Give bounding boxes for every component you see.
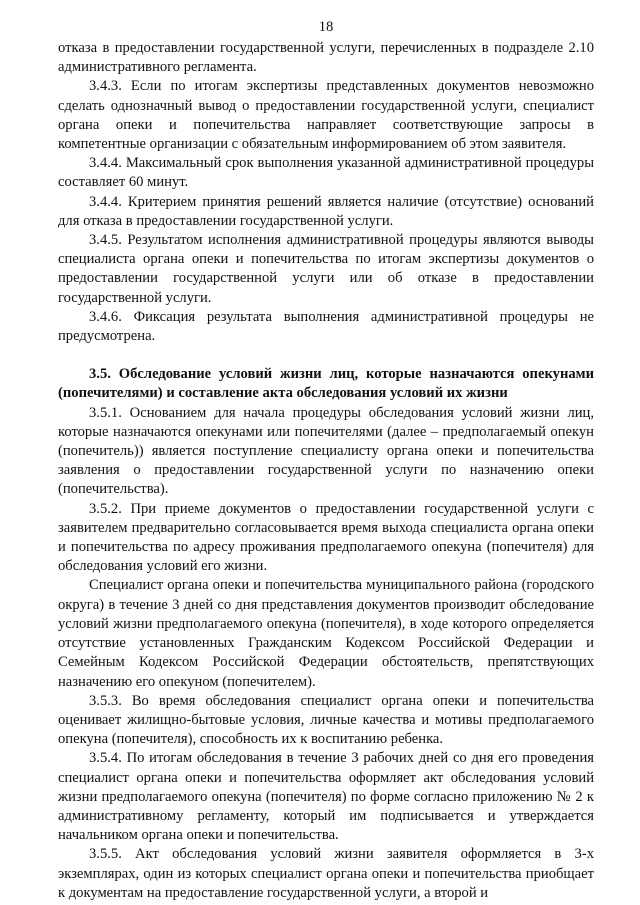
paragraph-continuation: отказа в предоставлении государственной услуги, перечисленных в подразделе 2.10 административного регламента. <box>58 40 594 76</box>
paragraph-3-5-1: 3.5.1. Основанием для начала процедуры обследования условий жизни лиц, которые назначаются опекунами или попечителями (далее – предполагаемый опекун (попечитель)) является поступление специалисту органа опеки и попечительства заявления о предоставлении государственной услуги по назначению опеки (попечительства). <box>58 404 594 498</box>
paragraph-3-5-4: 3.5.4. По итогам обследования в течение 3 рабочих дней со дня его проведения специалист органа опеки и попечительства оформляет акт обследования условий жизни предполагаемого опекуна (попечителя) по форме согласно приложению № 2 к административному регламенту, который им подписывается и утверждается начальником органа опеки и попечительства. <box>58 750 594 844</box>
paragraph-3-5-5: 3.5.5. Акт обследования условий жизни заявителя оформляется в 3-х экземплярах, один из которых специалист органа опеки и попечительства приобщает к документам на предоставление государственной услуги, а второй и <box>58 846 594 901</box>
paragraph-3-4-3: 3.4.3. Если по итогам экспертизы представленных документов невозможно сделать однозначный вывод о предоставлении государственной услуги, специалист органа опеки и попечительства направляет соответствующие запросы в компетентные организации с обязательным информированием об этом заявителя. <box>58 78 594 153</box>
paragraph-3-4-5: 3.4.5. Результатом исполнения административной процедуры являются выводы специалиста органа опеки и попечительства по итогам экспертизы документов о предоставлении государственной услуги или об отказе в предоставлении государственной услуги. <box>58 232 594 306</box>
paragraph-3-5-3: 3.5.3. Во время обследования специалист органа опеки и попечительства оценивает жилищно-бытовые условия, личные качества и мотивы предполагаемого опекуна (попечителя), способность их к воспитанию ребенка. <box>58 692 594 748</box>
paragraph-3-4-4-criterion: 3.4.4. Критерием принятия решений является наличие (отсутствие) оснований для отказа в предоставлении государственной услуги. <box>58 193 594 229</box>
document-page <box>58 18 594 903</box>
paragraph-specialist: Специалист органа опеки и попечительства муниципального района (городского округа) в течение 3 дней со дня представления документов производит обследование условий жизни предполагаемого опекуна (попечителя), в ходе которого определяется отсутствие установленных Гражданским Кодексом Российской Федерации и Семейным Кодексом Российской Федерации обстоятельств, препятствующих назначению его опекуном (попечителем). <box>58 577 594 690</box>
page-number: 18 <box>318 19 334 35</box>
section-heading-3-5: 3.5. Обследование условий жизни лиц, которые назначаются опекунами (попечителями) и составление акта обследования условий их жизни <box>58 366 594 402</box>
paragraph-3-4-6: 3.4.6. Фиксация результата выполнения административной процедуры не предусмотрена. <box>58 308 594 345</box>
paragraph-3-4-4-term: 3.4.4. Максимальный срок выполнения указанной административной процедуры составляет 60 минут. <box>58 155 594 191</box>
paragraph-3-5-2: 3.5.2. При приеме документов о предоставлении государственной услуги с заявителем предварительно согласовывается время выхода специалиста органа опеки и попечительства по адресу проживания предполагаемого опекуна (попечителя) для обследования условий его жизни. <box>58 500 594 575</box>
